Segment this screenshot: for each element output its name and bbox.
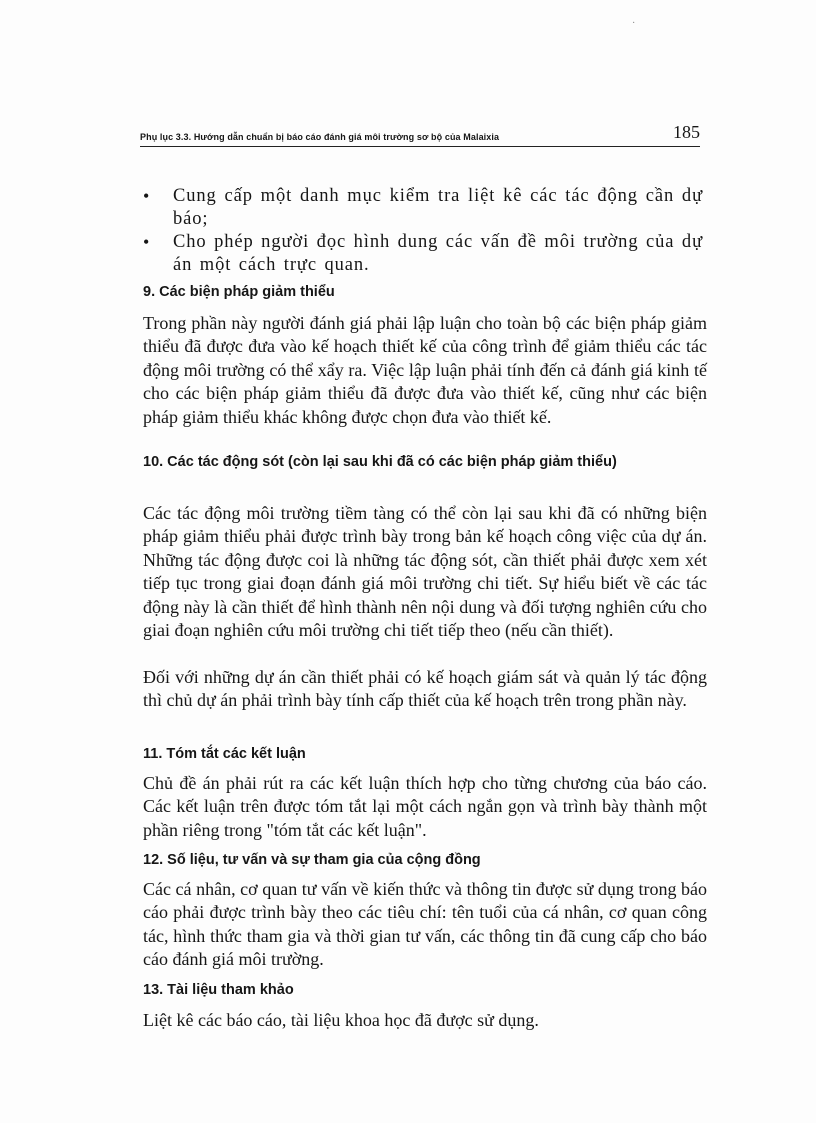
page-number: 185 — [673, 122, 700, 142]
section-11-paragraph: Chủ đề án phải rút ra các kết luận thích hợp cho từng chương của báo cáo. Các kết luận trên được tóm tắt lại một cách ngắn gọn và trình bày thành một phần riêng trong "tóm tắt các kết luận". — [143, 773, 707, 840]
bullet-list — [143, 185, 703, 277]
section-13-paragraph: Liệt kê các báo cáo, tài liệu khoa học đã được sử dụng. — [143, 1010, 539, 1030]
running-header — [140, 122, 700, 147]
section-9-heading: 9. Các biện pháp giảm thiểu — [143, 284, 335, 300]
running-title: Phụ lục 3.3. Hướng dẫn chuẩn bị báo cáo đánh giá môi trường sơ bộ của Malaixia — [140, 132, 500, 142]
list-item — [143, 231, 703, 277]
bullet-icon: • — [143, 186, 151, 206]
list-item — [143, 185, 703, 231]
section-13-heading: 13. Tài liệu tham khảo — [143, 982, 294, 998]
section-12-heading: 12. Số liệu, tư vấn và sự tham gia của cộng đồng — [143, 852, 481, 868]
section-11-heading: 11. Tóm tắt các kết luận — [143, 746, 306, 762]
section-9-paragraph: Trong phần này người đánh giá phải lập luận cho toàn bộ các biện pháp giảm thiểu đã được đưa vào kế hoạch thiết kế của công trình để giảm thiểu các tác động môi trường có thể xẩy ra. Việc lập luận phải tính đến cả đánh giá kinh tế cho các biện pháp giảm thiểu đã được đưa vào thiết kế, cũng như các biện pháp giảm thiểu khác không được chọn đưa vào thiết kế. — [143, 313, 707, 427]
scan-speck: · — [632, 18, 636, 29]
bullet-text: Cho phép người đọc hình dung các vấn đề môi trường của dự án một cách trực quan. — [173, 232, 703, 275]
bullet-text: Cung cấp một danh mục kiểm tra liệt kê các tác động cần dự báo; — [173, 186, 703, 229]
bullet-icon: • — [143, 232, 151, 252]
section-12-paragraph: Các cá nhân, cơ quan tư vấn về kiến thức và thông tin được sử dụng trong báo cáo phải được trình bày theo các tiêu chí: tên tuổi của cá nhân, cơ quan công tác, hình thức tham gia và thời gian tư vấn, các thông tin đã cung cấp cho báo cáo đánh giá môi trường. — [143, 879, 707, 970]
section-10-heading: 10. Các tác động sót (còn lại sau khi đã có các biện pháp giảm thiểu) — [143, 454, 617, 470]
section-10-paragraph-1: Các tác động môi trường tiềm tàng có thể còn lại sau khi đã có những biện pháp giảm thiểu phải được trình bày trong bản kế hoạch công việc của dự án. Những tác động được coi là những tác động sót, cần thiết phải được xem xét tiếp tục trong giai đoạn đánh giá môi trường chi tiết. Sự hiểu biết về các tác động này là cần thiết để hình thành nên nội dung và đối tượng nghiên cứu cho giai đoạn nghiên cứu môi trường chi tiết tiếp theo (nếu cần thiết). — [143, 503, 707, 641]
section-10-paragraph-2: Đối với những dự án cần thiết phải có kế hoạch giám sát và quản lý tác động thì chủ dự án phải trình bày tính cấp thiết của kế hoạch trên trong phần này. — [143, 667, 707, 711]
